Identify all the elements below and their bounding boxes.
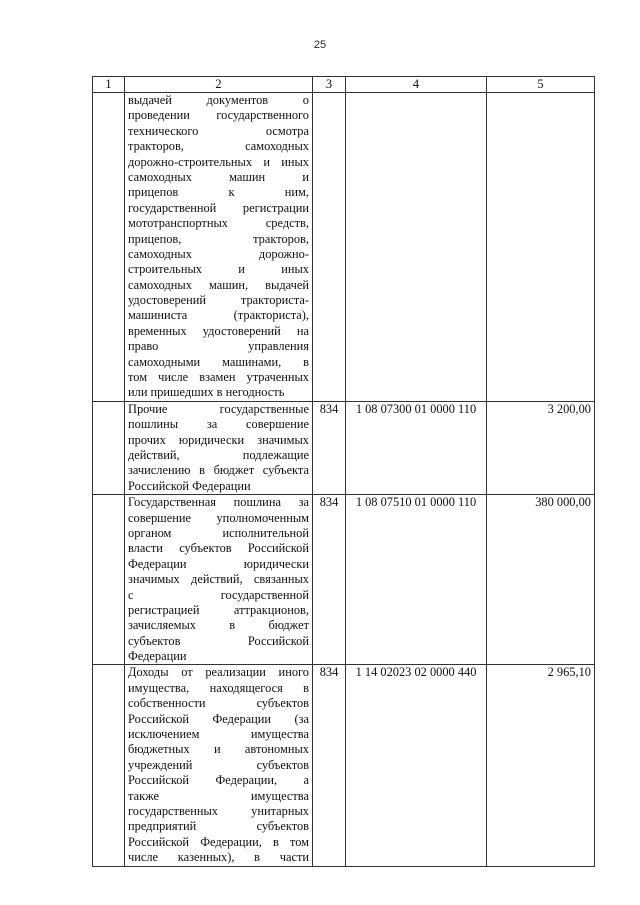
- budget-code-cell: 1 14 02023 02 0000 440: [346, 665, 487, 866]
- description-line: Российской Федерации: [128, 478, 251, 493]
- revenue-table: [92, 76, 595, 867]
- description-line: строительных и иных: [128, 262, 309, 277]
- table-row: [93, 93, 595, 402]
- description-line: зачислению в бюджет субъекта: [128, 463, 309, 478]
- description-line: временных удостоверений на: [128, 323, 309, 338]
- description-line: том числе взамен утраченных: [128, 370, 309, 385]
- description-line: зачисляемых в бюджет: [128, 618, 309, 633]
- row-number-cell: [93, 93, 125, 402]
- description-cell: [125, 401, 313, 494]
- description-line: самоходных дорожно-: [128, 246, 309, 261]
- description-line: собственности субъектов: [128, 696, 309, 711]
- table-row: [93, 665, 595, 866]
- budget-code-cell: 1 08 07510 01 0000 110: [346, 495, 487, 665]
- description-line: учреждений субъектов: [128, 757, 309, 772]
- description-line: выдачей документов о: [128, 93, 309, 107]
- description-line: дорожно-строительных и иных: [128, 154, 309, 169]
- admin-code-cell: 834: [313, 495, 346, 665]
- admin-code-cell: 834: [313, 665, 346, 866]
- description-line: совершение уполномоченным: [128, 510, 309, 525]
- description-cell: [125, 665, 313, 866]
- description-line: регистрацией аттракционов,: [128, 602, 309, 617]
- description-line: органом исполнительной: [128, 525, 309, 540]
- description-line: предприятий субъектов: [128, 819, 309, 834]
- description-line: бюджетных и автономных: [128, 742, 309, 757]
- row-number-cell: [93, 401, 125, 494]
- description-line: действий, подлежащие: [128, 447, 309, 462]
- description-line: Государственная пошлина за: [128, 495, 309, 510]
- description-line: государственных унитарных: [128, 803, 309, 818]
- description-line: технического осмотра: [128, 123, 309, 138]
- amount-cell: 2 965,10: [487, 665, 595, 866]
- description-line: Российской Федерации, в том: [128, 834, 309, 849]
- description-line: право управления: [128, 339, 309, 354]
- description-line: удостоверений тракториста-: [128, 293, 309, 308]
- description-line: с государственной: [128, 587, 309, 602]
- description-line: машиниста (тракториста),: [128, 308, 309, 323]
- description-line: Доходы от реализации иного: [128, 665, 309, 680]
- description-line: тракторов, самоходных: [128, 139, 309, 154]
- description-line: значимых действий, связанных: [128, 572, 309, 587]
- budget-code-cell: [346, 93, 487, 402]
- amount-cell: 3 200,00: [487, 401, 595, 494]
- column-header: 3: [313, 77, 346, 93]
- table-row: [93, 495, 595, 665]
- description-line: субъектов Российской: [128, 633, 309, 648]
- description-line: Федерации юридически: [128, 556, 309, 571]
- budget-code-cell: 1 08 07300 01 0000 110: [346, 401, 487, 494]
- description-line: исключением имущества: [128, 727, 309, 742]
- description-cell: [125, 495, 313, 665]
- description-line: имущества, находящегося в: [128, 680, 309, 695]
- description-line: прицепов к ним,: [128, 185, 309, 200]
- row-number-cell: [93, 665, 125, 866]
- column-header: 2: [125, 77, 313, 93]
- description-line: Федерации: [128, 649, 187, 664]
- description-line: или пришедших в негодность: [128, 385, 285, 400]
- amount-cell: [487, 93, 595, 402]
- description-line: Прочие государственные: [128, 401, 309, 416]
- description-line: также имущества: [128, 788, 309, 803]
- description-line: государственной регистрации: [128, 200, 309, 215]
- column-header: 1: [93, 77, 125, 93]
- table-row: [93, 401, 595, 494]
- page-number: 25: [313, 39, 327, 51]
- description-line: Российской Федерации, а: [128, 773, 309, 788]
- header-row: [93, 77, 595, 93]
- description-line: пошлины за совершение: [128, 417, 309, 432]
- row-number-cell: [93, 495, 125, 665]
- admin-code-cell: 834: [313, 401, 346, 494]
- description-line: самоходных машин, выдачей: [128, 277, 309, 292]
- description-cell: [125, 93, 313, 402]
- column-header: 5: [487, 77, 595, 93]
- admin-code-cell: [313, 93, 346, 402]
- description-line: самоходных машин и: [128, 169, 309, 184]
- description-line: власти субъектов Российской: [128, 541, 309, 556]
- description-line: числе казенных), в части: [128, 850, 309, 865]
- description-line: прочих юридически значимых: [128, 432, 309, 447]
- amount-cell: 380 000,00: [487, 495, 595, 665]
- description-line: мототранспортных средств,: [128, 216, 309, 231]
- column-header: 4: [346, 77, 487, 93]
- description-line: Российской Федерации (за: [128, 711, 309, 726]
- description-line: проведении государственного: [128, 108, 309, 123]
- description-line: самоходными машинами, в: [128, 354, 309, 369]
- description-line: прицепов, тракторов,: [128, 231, 309, 246]
